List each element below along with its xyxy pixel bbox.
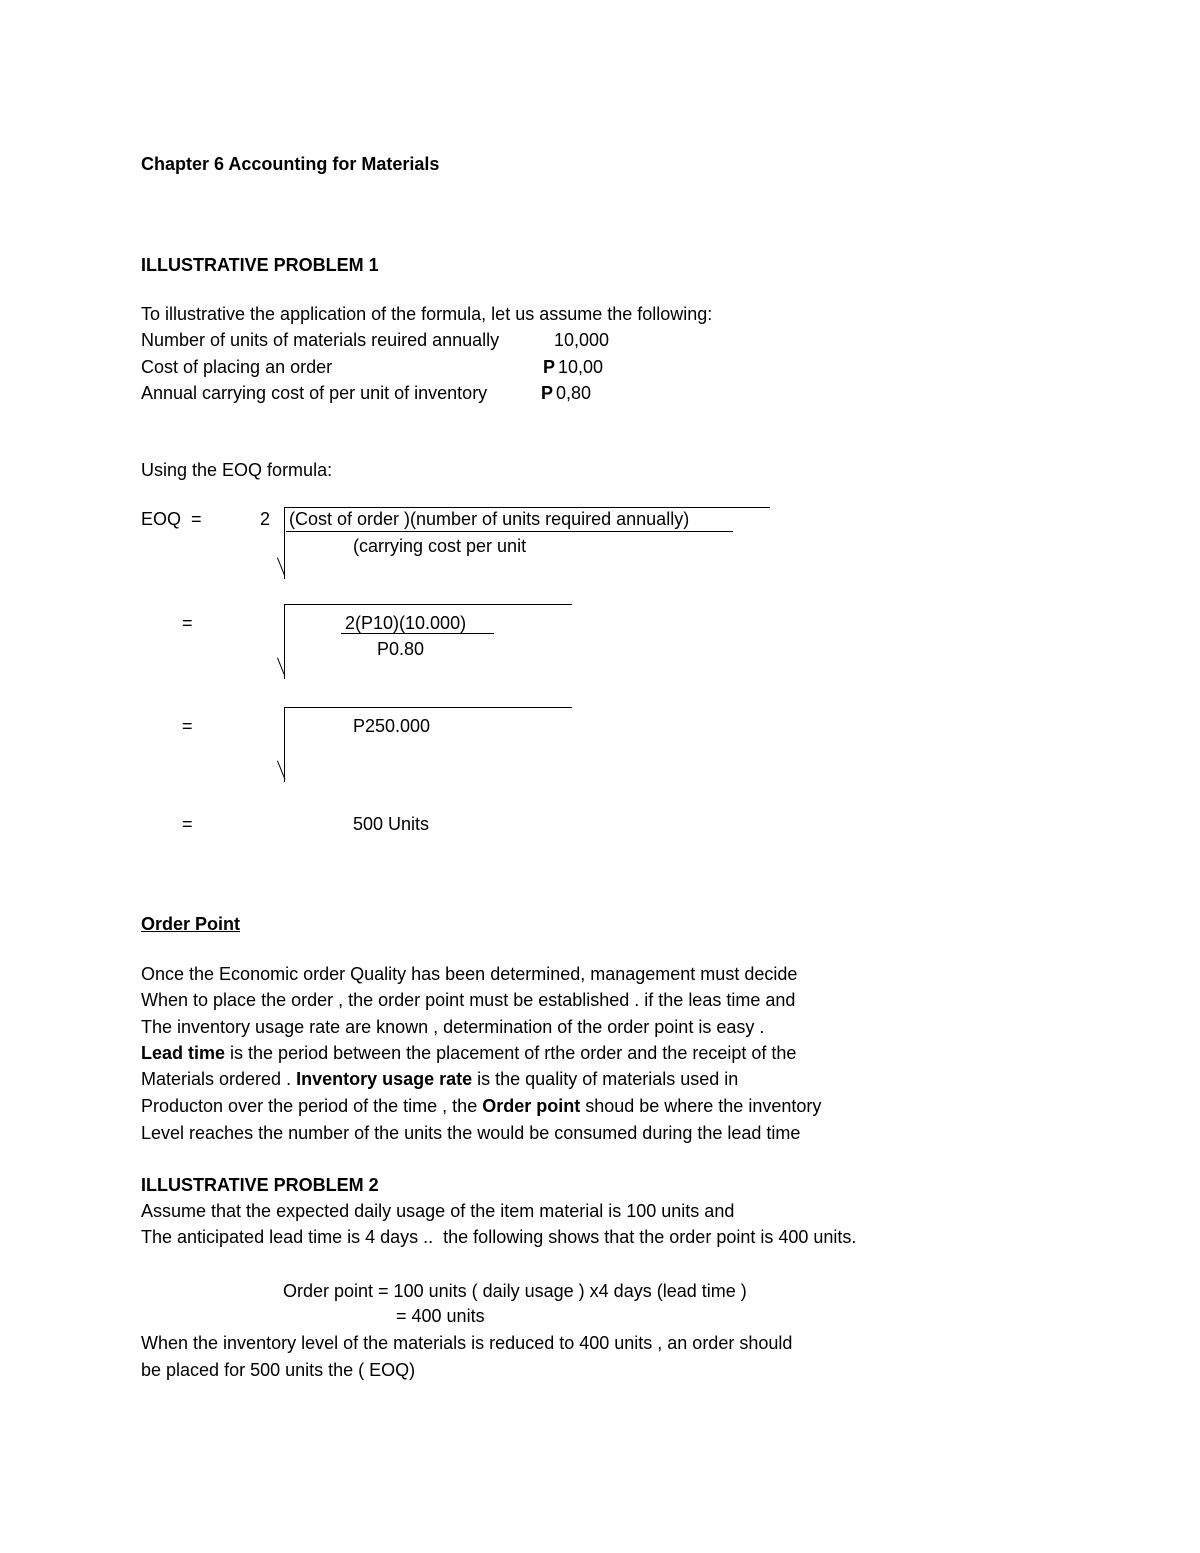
assumption-value: 0,80 <box>556 383 592 403</box>
paragraph-text: is the period between the placement of rthe order and the receipt of the <box>225 1043 797 1063</box>
assumption-label: Number of units of materials reuired annually <box>141 330 500 350</box>
formula-numerator: (Cost of order )(number of units required annually) <box>289 509 690 529</box>
order-point-result: = 400 units <box>396 1306 485 1326</box>
problem2-heading: ILLUSTRATIVE PROBLEM 2 <box>141 1175 379 1195</box>
paragraph-line <box>141 1068 738 1090</box>
formula-value: P250.000 <box>353 716 431 736</box>
paragraph-line: When to place the order , the order point must be established . if the leas time and <box>141 990 796 1010</box>
paragraph-text: shoud be where the inventory <box>580 1096 822 1116</box>
peso-sign: P <box>543 357 556 377</box>
paragraph-line: Level reaches the number of the units the would be consumed during the lead time <box>141 1123 801 1143</box>
fraction-bar <box>286 531 733 532</box>
eoq-label: EOQ <box>141 509 182 529</box>
radical-bar <box>285 604 572 605</box>
assumption-value: 10,00 <box>558 357 604 377</box>
paragraph-line: Assume that the expected daily usage of the item material is 100 units and <box>141 1201 735 1221</box>
radical-bar <box>285 707 572 708</box>
assumption-label: Cost of placing an order <box>141 357 333 377</box>
paragraph-line: Once the Economic order Quality has been determined, management must decide <box>141 964 798 984</box>
formula-numerator: 2(P10)(10.000) <box>345 613 467 633</box>
problem1-intro: To illustrative the application of the formula, let us assume the following: <box>141 304 713 324</box>
peso-sign: P <box>541 383 554 403</box>
page-title: Chapter 6 Accounting for Materials <box>141 154 440 174</box>
paragraph-line <box>141 1095 821 1117</box>
problem1-heading: ILLUSTRATIVE PROBLEM 1 <box>141 255 379 275</box>
paragraph-line: The anticipated lead time is 4 days .. the following shows that the order point is 400 units. <box>141 1227 857 1247</box>
paragraph-text: Materials ordered . <box>141 1069 297 1089</box>
lead-time-term: Lead time <box>141 1043 226 1063</box>
equals-sign: = <box>182 716 193 736</box>
eoq-intro: Using the EOQ formula: <box>141 460 333 480</box>
radical-stem <box>284 707 285 782</box>
assumption-label: Annual carrying cost of per unit of inventory <box>141 383 488 403</box>
eoq-result: 500 Units <box>353 814 430 834</box>
order-point-term: Order point <box>482 1096 581 1116</box>
equals-sign: = <box>182 613 193 633</box>
fraction-bar <box>341 633 494 634</box>
formula-denominator: (carrying cost per unit <box>353 536 527 556</box>
paragraph-line <box>141 1042 796 1064</box>
radical-stem <box>284 507 285 579</box>
paragraph-line: The inventory usage rate are known , determination of the order point is easy . <box>141 1017 765 1037</box>
assumption-value: 10,000 <box>554 330 610 350</box>
radical-stem <box>284 604 285 679</box>
usage-rate-term: Inventory usage rate <box>296 1069 473 1089</box>
formula-coefficient: 2 <box>260 509 271 529</box>
paragraph-text: Producton over the period of the time , the <box>141 1096 483 1116</box>
paragraph-text: is the quality of materials used in <box>472 1069 739 1089</box>
equals-sign: = <box>191 509 202 529</box>
paragraph-line: be placed for 500 units the ( EOQ) <box>141 1360 416 1380</box>
paragraph-line: When the inventory level of the materials is reduced to 400 units , an order should <box>141 1333 793 1353</box>
order-point-heading: Order Point <box>141 914 241 934</box>
formula-denominator: P0.80 <box>377 639 425 659</box>
equals-sign: = <box>182 814 193 834</box>
order-point-formula: Order point = 100 units ( daily usage ) x4 days (lead time ) <box>283 1281 747 1301</box>
